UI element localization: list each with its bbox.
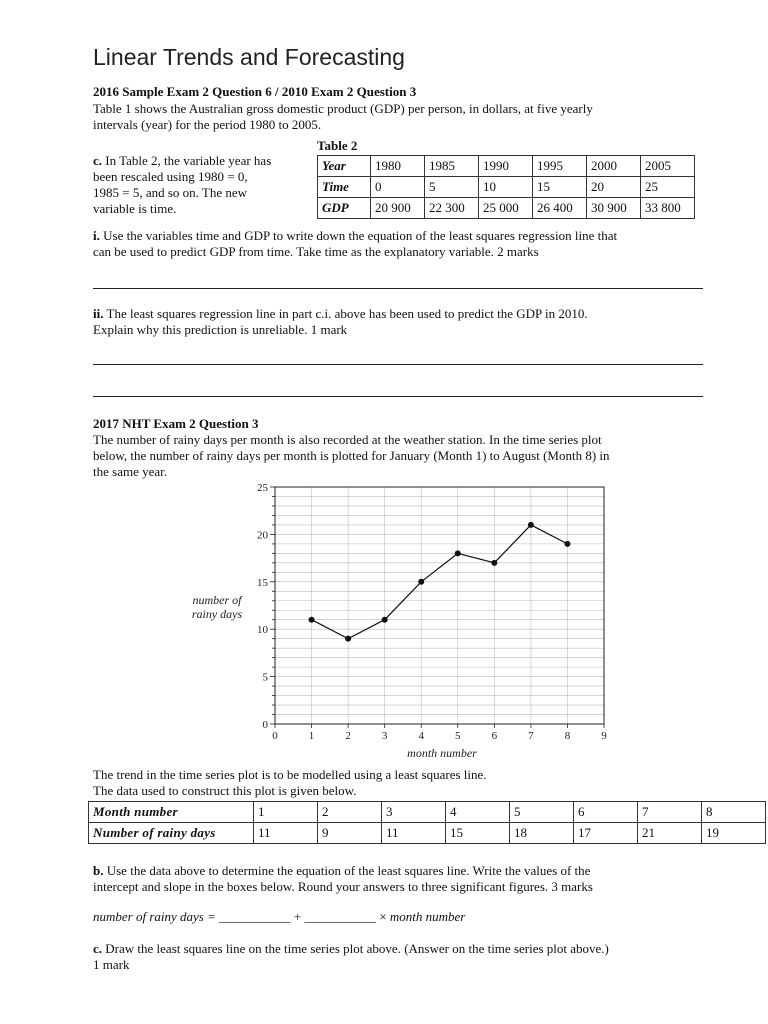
table-cell: 17 <box>574 823 638 844</box>
x-tick-label: 4 <box>418 730 424 742</box>
table-caption: Table 2 <box>317 138 358 153</box>
table-cell: 21 <box>638 823 702 844</box>
q2-part-b-line2: intercept and slope in the boxes below. Round your answers to three significant figures. 3 marks <box>93 879 593 894</box>
q1-part-c-line2: been rescaled using 1980 = 0, <box>93 169 248 184</box>
y-axis-label-line2: rainy days <box>191 607 243 621</box>
table-cell: 1985 <box>425 156 479 177</box>
table-cell: 30 900 <box>587 198 641 219</box>
x-tick-label: 1 <box>308 730 315 742</box>
table-cell: 20 900 <box>371 198 425 219</box>
q1-heading: 2016 Sample Exam 2 Question 6 / 2010 Exam 2 Question 3 <box>93 84 417 99</box>
data-point <box>491 560 497 566</box>
q1-part-ii-text: The least squares regression line in part c.i. above has been used to predict the GDP in 2010. <box>103 306 588 321</box>
q2-after-line1: The trend in the time series plot is to be modelled using a least squares line. <box>93 767 487 782</box>
q1-part-ii-label: ii. <box>93 306 104 321</box>
q1-part-ii-line2: Explain why this prediction is unreliable. 1 mark <box>93 322 348 337</box>
table-cell: 1 <box>254 802 318 823</box>
table-cell: 1980 <box>371 156 425 177</box>
x-axis-label: month number <box>407 746 477 760</box>
q2-part-c-line1 <box>93 941 609 957</box>
x-tick-label: 3 <box>381 730 388 742</box>
x-tick-label: 5 <box>455 730 461 742</box>
table-cell: 25 000 <box>479 198 533 219</box>
q2-part-b-label: b. <box>93 863 104 878</box>
q2-part-b-text: Use the data above to determine the equation of the least squares line. Write the values of the <box>103 863 591 878</box>
table-cell: 25 <box>641 177 695 198</box>
q1-part-i-text: Use the variables time and GDP to write down the equation of the least squares regression line that <box>99 228 618 243</box>
table-cell: 22 300 <box>425 198 479 219</box>
table-cell: 10 <box>479 177 533 198</box>
chart-grid <box>275 487 604 724</box>
row-label-rainy-days: Number of rainy days <box>89 823 254 844</box>
answer-line[interactable] <box>93 364 703 365</box>
data-point <box>309 617 315 623</box>
x-tick-label: 7 <box>528 730 534 742</box>
table-row <box>89 823 766 844</box>
table-cell: 9 <box>318 823 382 844</box>
x-tick-label: 8 <box>564 730 571 742</box>
q1-part-c-line1 <box>93 153 271 169</box>
q2-heading: 2017 NHT Exam 2 Question 3 <box>93 416 259 431</box>
table-cell: 33 800 <box>641 198 695 219</box>
row-label-gdp: GDP <box>318 198 371 219</box>
q2-intro-line2: below, the number of rainy days per month is plotted for January (Month 1) to August (Month 8) in <box>93 448 610 463</box>
q1-part-i-line1 <box>93 228 617 244</box>
y-tick-label: 10 <box>257 624 268 637</box>
y-tick-label: 0 <box>262 719 268 731</box>
q1-part-c-line3: 1985 = 5, and so on. The new <box>93 185 248 200</box>
table-cell: 11 <box>254 823 318 844</box>
table-cell: 1995 <box>533 156 587 177</box>
x-tick-label: 6 <box>491 730 498 742</box>
table-row <box>318 177 695 198</box>
table-row <box>318 198 695 219</box>
y-axis-label-line1: number of <box>192 593 242 607</box>
intercept-blank[interactable]: ___________ <box>219 909 291 924</box>
table-cell: 11 <box>382 823 446 844</box>
table-cell: 18 <box>510 823 574 844</box>
row-label-year: Year <box>318 156 371 177</box>
table-cell: 2000 <box>587 156 641 177</box>
table-cell: 1990 <box>479 156 533 177</box>
table-cell: 5 <box>425 177 479 198</box>
table-cell: 20 <box>587 177 641 198</box>
q1-intro-line2: intervals (year) for the period 1980 to 2005. <box>93 117 322 132</box>
y-tick-label: 25 <box>257 482 268 494</box>
slope-blank[interactable]: ___________ <box>304 909 376 924</box>
q2-intro-line1: The number of rainy days per month is also recorded at the weather station. In the time series plot <box>93 432 602 447</box>
gdp-table <box>317 155 695 219</box>
x-tick-label: 2 <box>345 730 351 742</box>
q1-part-c-text: In Table 2, the variable year has <box>102 153 272 168</box>
q1-part-i-label: i. <box>93 228 100 243</box>
table-cell: 15 <box>446 823 510 844</box>
data-point <box>564 541 570 547</box>
y-tick-label: 5 <box>262 671 268 684</box>
q2-part-c-line2: 1 mark <box>93 957 130 972</box>
data-point <box>382 617 388 623</box>
q2-after-line2: The data used to construct this plot is given below. <box>93 783 357 798</box>
table-cell: 6 <box>574 802 638 823</box>
data-point <box>528 522 534 528</box>
page-title: Linear Trends and Forecasting <box>93 44 405 70</box>
axis-ticks <box>257 482 607 742</box>
q1-part-i-line2: can be used to predict GDP from time. Take time as the explanatory variable. 2 marks <box>93 244 539 259</box>
rainy-days-chart <box>180 478 620 768</box>
table-cell: 19 <box>702 823 766 844</box>
table-row <box>318 156 695 177</box>
equation-rhs: month number <box>389 909 466 924</box>
table-cell: 15 <box>533 177 587 198</box>
row-label-time: Time <box>318 177 371 198</box>
table-cell: 2005 <box>641 156 695 177</box>
table-cell: 4 <box>446 802 510 823</box>
y-tick-label: 20 <box>257 529 268 542</box>
plus-sign: + <box>293 909 302 924</box>
data-point <box>345 636 351 642</box>
y-tick-label: 15 <box>257 576 268 589</box>
answer-line[interactable] <box>93 396 703 397</box>
equation-lhs: number of rainy days = <box>93 909 216 924</box>
rainy-days-table <box>88 801 766 844</box>
q2-part-c-label: c. <box>93 941 103 956</box>
q1-part-ii-line1 <box>93 306 588 322</box>
x-tick-label: 0 <box>272 730 278 742</box>
table-cell: 8 <box>702 802 766 823</box>
table-cell: 5 <box>510 802 574 823</box>
q1-part-c-label: c. <box>93 153 103 168</box>
answer-line[interactable] <box>93 288 703 289</box>
table-cell: 7 <box>638 802 702 823</box>
table-cell: 3 <box>382 802 446 823</box>
table-row <box>89 802 766 823</box>
q2-intro-line3: the same year. <box>93 464 167 479</box>
table-cell: 26 400 <box>533 198 587 219</box>
times-sign: × <box>379 909 387 924</box>
data-point <box>455 550 461 556</box>
table-cell: 2 <box>318 802 382 823</box>
table-cell: 0 <box>371 177 425 198</box>
q2-part-c-text: Draw the least squares line on the time series plot above. (Answer on the time series plot above.) <box>102 941 609 956</box>
q1-intro-line1: Table 1 shows the Australian gross domestic product (GDP) per person, in dollars, at five yearly <box>93 101 593 116</box>
plot-frame <box>275 487 604 724</box>
equation-line <box>93 909 465 925</box>
data-point <box>418 579 424 585</box>
q1-part-c-line4: variable is time. <box>93 201 177 216</box>
q2-part-b-line1 <box>93 863 590 879</box>
x-tick-label: 9 <box>601 730 607 742</box>
row-label-month-number: Month number <box>89 802 254 823</box>
